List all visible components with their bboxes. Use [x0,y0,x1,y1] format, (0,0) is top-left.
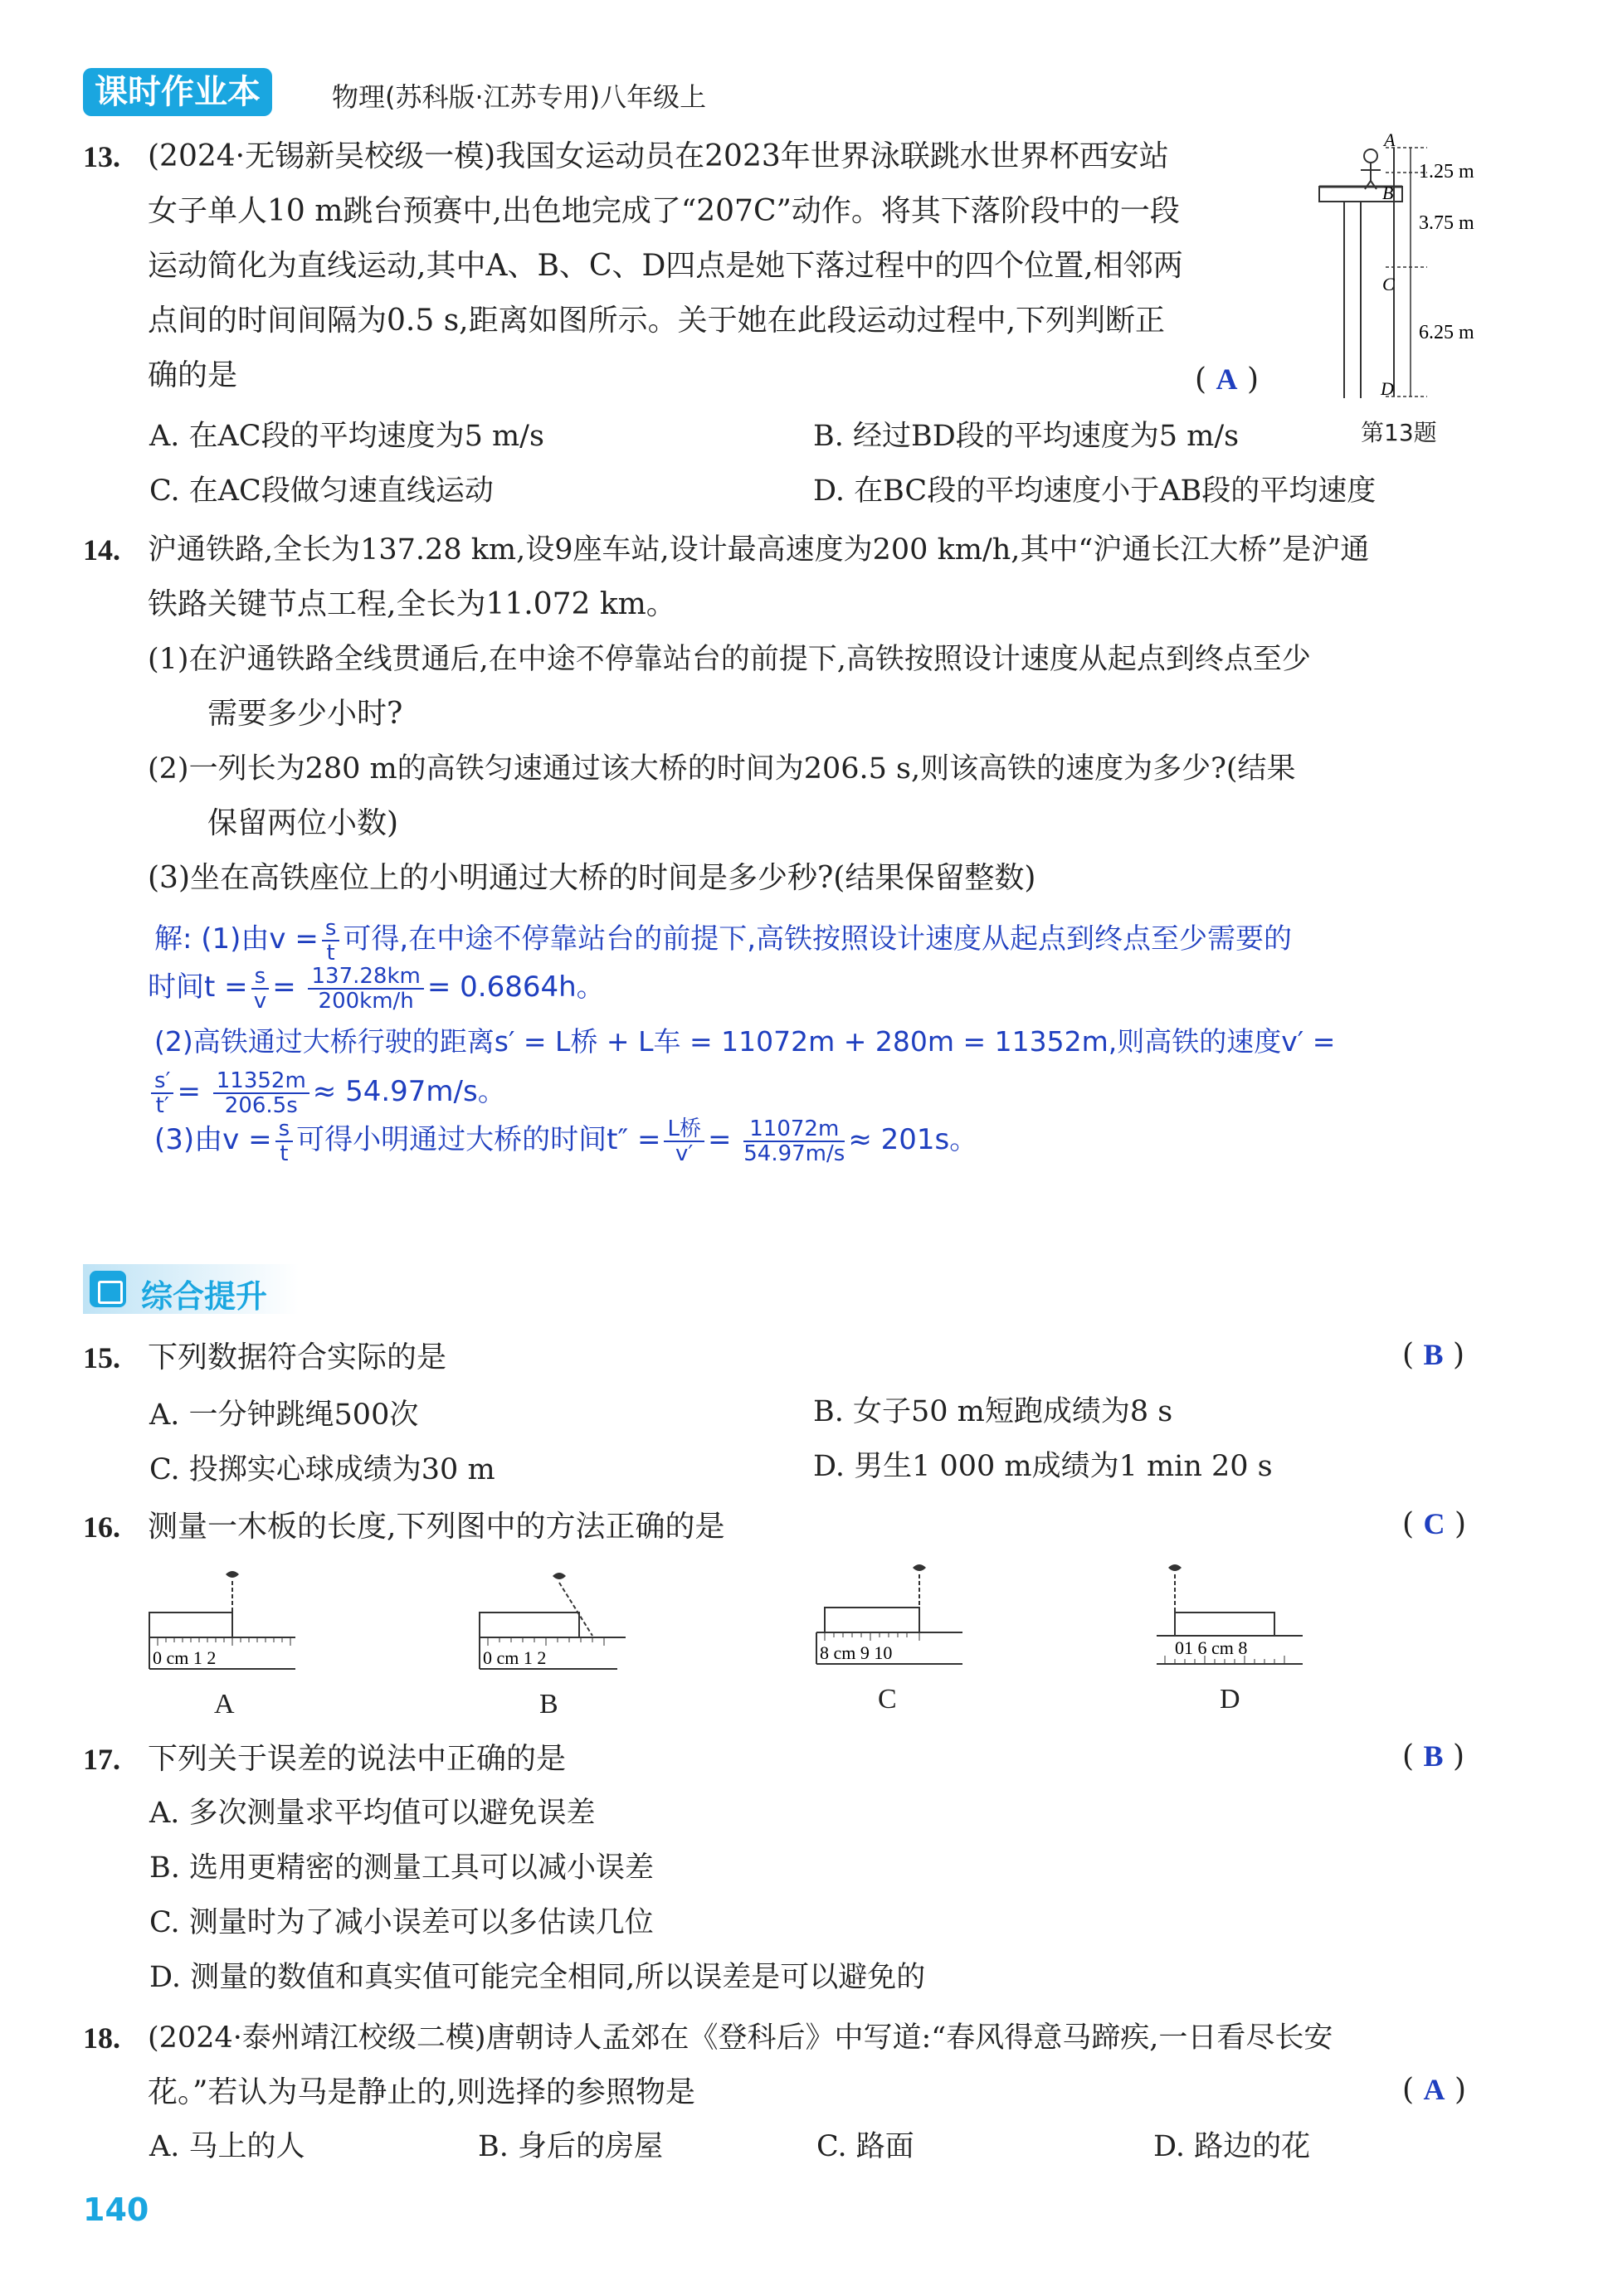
q14-part-2-cont: 保留两位小数) [207,806,399,840]
solution-line-1: 解: (1)由v = $\frac{s}{t}$ 可得,在中途不停靠站台的前提下,高铁按照设计速度从起点到终点至少需要的 [154,915,1293,966]
q14-part-3: (3)坐在高铁座位上的小明通过大桥的时间是多少秒?(结果保留整数) [148,861,1036,895]
diver-head [1364,149,1377,163]
point-c-label: C [1382,274,1395,294]
board [480,1613,579,1637]
header-subtitle: 物理(苏科版·江苏专用)八年级上 [332,81,707,113]
q13-option-b: B. 经过BD段的平均速度为5 m/s [813,420,1240,453]
q13-option-c: C. 在AC段做匀速直线运动 [149,474,494,508]
q14-part-1: (1)在沪通铁路全线贯通后,在中途不停靠站台的前提下,高铁按照设计速度从起点到终点至少 [148,643,1311,676]
ruler-figure-b [476,1566,634,1690]
q13-option-d: D. 在BC段的平均速度小于AB段的平均速度 [813,474,1377,508]
q14-number: 14. [83,533,120,567]
q15-option-b: B. 女子50 m短跑成绩为8 s [813,1395,1173,1428]
q17-option-b: B. 选用更精密的测量工具可以减小误差 [149,1851,654,1885]
q14-part-1-cont: 需要多少小时? [207,697,403,731]
distance-bc: 3.75 m [1419,212,1474,234]
ruler-figure-c [813,1559,971,1684]
ruler-figure-a [146,1566,304,1690]
q18-option-c: C. 路面 [816,2130,914,2163]
q14-part-2: (2)一列长为280 m的高铁匀速通过该大桥的时间为206.5 s,则该高铁的速度为多少?(结果 [148,752,1296,786]
q15-text: 下列数据符合实际的是 [148,1340,447,1374]
section-header [83,1264,299,1314]
ruler-caption-a: A [214,1689,235,1720]
q13-text-line: 运动简化为直线运动,其中A、B、C、D四点是她下落过程中的四个位置,相邻两 [148,249,1183,283]
q13-diving-figure [1311,133,1560,406]
distance-cd: 6.25 m [1419,322,1474,343]
q15-option-a: A. 一分钟跳绳500次 [149,1399,419,1432]
board [149,1613,232,1637]
solution-line-4: $\frac{s'}{t'}$ = $\frac{11352m}{206.5s}$ ≈ 54.97m/s。 [148,1068,506,1117]
q16-number: 16. [83,1510,120,1544]
eye-icon [1168,1564,1182,1571]
q17-answer: B [1423,1739,1444,1773]
header [83,68,1560,118]
q13-number: 13. [83,140,120,173]
ruler-figure-d [1153,1559,1311,1684]
section-icon [90,1271,126,1307]
q13-figure-caption: 第13题 [1361,419,1437,446]
q14-text-line: 铁路关键节点工程,全长为11.072 km。 [148,587,676,621]
q13-answer-paren: ( A ) [1195,362,1259,396]
q17-option-d: D. 测量的数值和真实值可能完全相同,所以误差是可以避免的 [149,1961,926,1994]
q18-answer-paren: ( A ) [1402,2073,1466,2107]
board [1175,1613,1274,1636]
q18-option-a: A. 马上的人 [149,2130,305,2163]
point-b-label: B [1382,182,1394,203]
q17-option-a: A. 多次测量求平均值可以避免误差 [149,1797,596,1830]
q16-answer: C [1423,1507,1445,1540]
q13-text-line: (2024·无锡新吴校级一模)我国女运动员在2023年世界泳联跳水世界杯西安站 [148,139,1169,173]
q15-answer: B [1423,1338,1444,1371]
q14-text-line: 沪通铁路,全长为137.28 km,设9座车站,设计最高速度为200 km/h,其中“沪通长江大桥”是沪通 [148,533,1370,567]
q18-text-line: (2024·泰州靖江校级二模)唐朝诗人孟郊在《登科后》中写道:“春风得意马蹄疾,一日看尽长安 [148,2021,1333,2055]
eye-icon [553,1573,566,1579]
page-number: 140 [83,2191,149,2228]
q16-text: 测量一木板的长度,下列图中的方法正确的是 [148,1510,725,1544]
q15-number: 15. [83,1341,120,1374]
ruler-ticks [158,1637,290,1646]
q18-answer: A [1423,2073,1445,2106]
point-d-label: D [1381,378,1394,399]
board [825,1608,919,1632]
section-title: 综合提升 [141,1278,268,1315]
point-a-label: A [1384,133,1396,150]
q17-answer-paren: ( B ) [1402,1739,1465,1773]
ruler-caption-c: C [878,1684,897,1715]
q13-text-line: 确的是 [148,358,238,392]
ruler-caption-b: B [539,1689,558,1720]
ruler-b-ticks: 0 cm 1 2 [483,1647,547,1668]
q18-option-b: B. 身后的房屋 [478,2130,663,2163]
q18-number: 18. [83,2021,120,2055]
q13-text-line: 女子单人10 m跳台预赛中,出色地完成了“207C”动作。将其下落阶段中的一段 [148,194,1180,228]
q18-option-d: D. 路边的花 [1153,2130,1311,2163]
eye-icon [226,1571,239,1578]
brand-logo: 课时作业本 [83,68,272,116]
q13-answer: A [1216,362,1238,396]
q13-text-line: 点间的时间间隔为0.5 s,距离如图所示。关于她在此段运动过程中,下列判断正 [148,304,1166,338]
solution-line-5: (3)由v = $\frac{s}{t}$ 可得小明通过大桥的时间t″ = $\frac{\text{L桥}}{v'}$ = $\frac{11072m}{54.97m/s}$ ≈ 201s。 [154,1116,978,1166]
ruler-d-ticks: 01 6 cm 8 [1175,1637,1248,1658]
q17-number: 17. [83,1743,120,1776]
ruler-a-ticks: 0 cm 1 2 [153,1647,217,1668]
ruler-caption-d: D [1220,1684,1240,1715]
solution-line-3: (2)高铁通过大桥行驶的距离s′ = L桥 + L车 = 11072m + 280m = 11352m,则高铁的速度v′ = [154,1025,1336,1058]
q13-option-a: A. 在AC段的平均速度为5 m/s [149,420,544,453]
ruler-c-ticks: 8 cm 9 10 [820,1642,893,1663]
q15-option-d: D. 男生1 000 m成绩为1 min 20 s [813,1450,1273,1483]
eye-icon [913,1564,926,1571]
solution-line-2: 时间t = $\frac{s}{v}$ = $\frac{137.28km}{200km/h}$ = 0.6864h。 [148,963,605,1014]
distance-ab: 1.25 m [1419,161,1474,182]
q18-text-line: 花。”若认为马是静止的,则选择的参照物是 [148,2075,695,2109]
q15-answer-paren: ( B ) [1402,1338,1465,1372]
q15-option-c: C. 投掷实心球成绩为30 m [149,1453,495,1486]
q17-option-c: C. 测量时为了减小误差可以多估读几位 [149,1906,654,1939]
q17-text: 下列关于误差的说法中正确的是 [148,1742,567,1776]
q16-answer-paren: ( C ) [1402,1507,1466,1541]
